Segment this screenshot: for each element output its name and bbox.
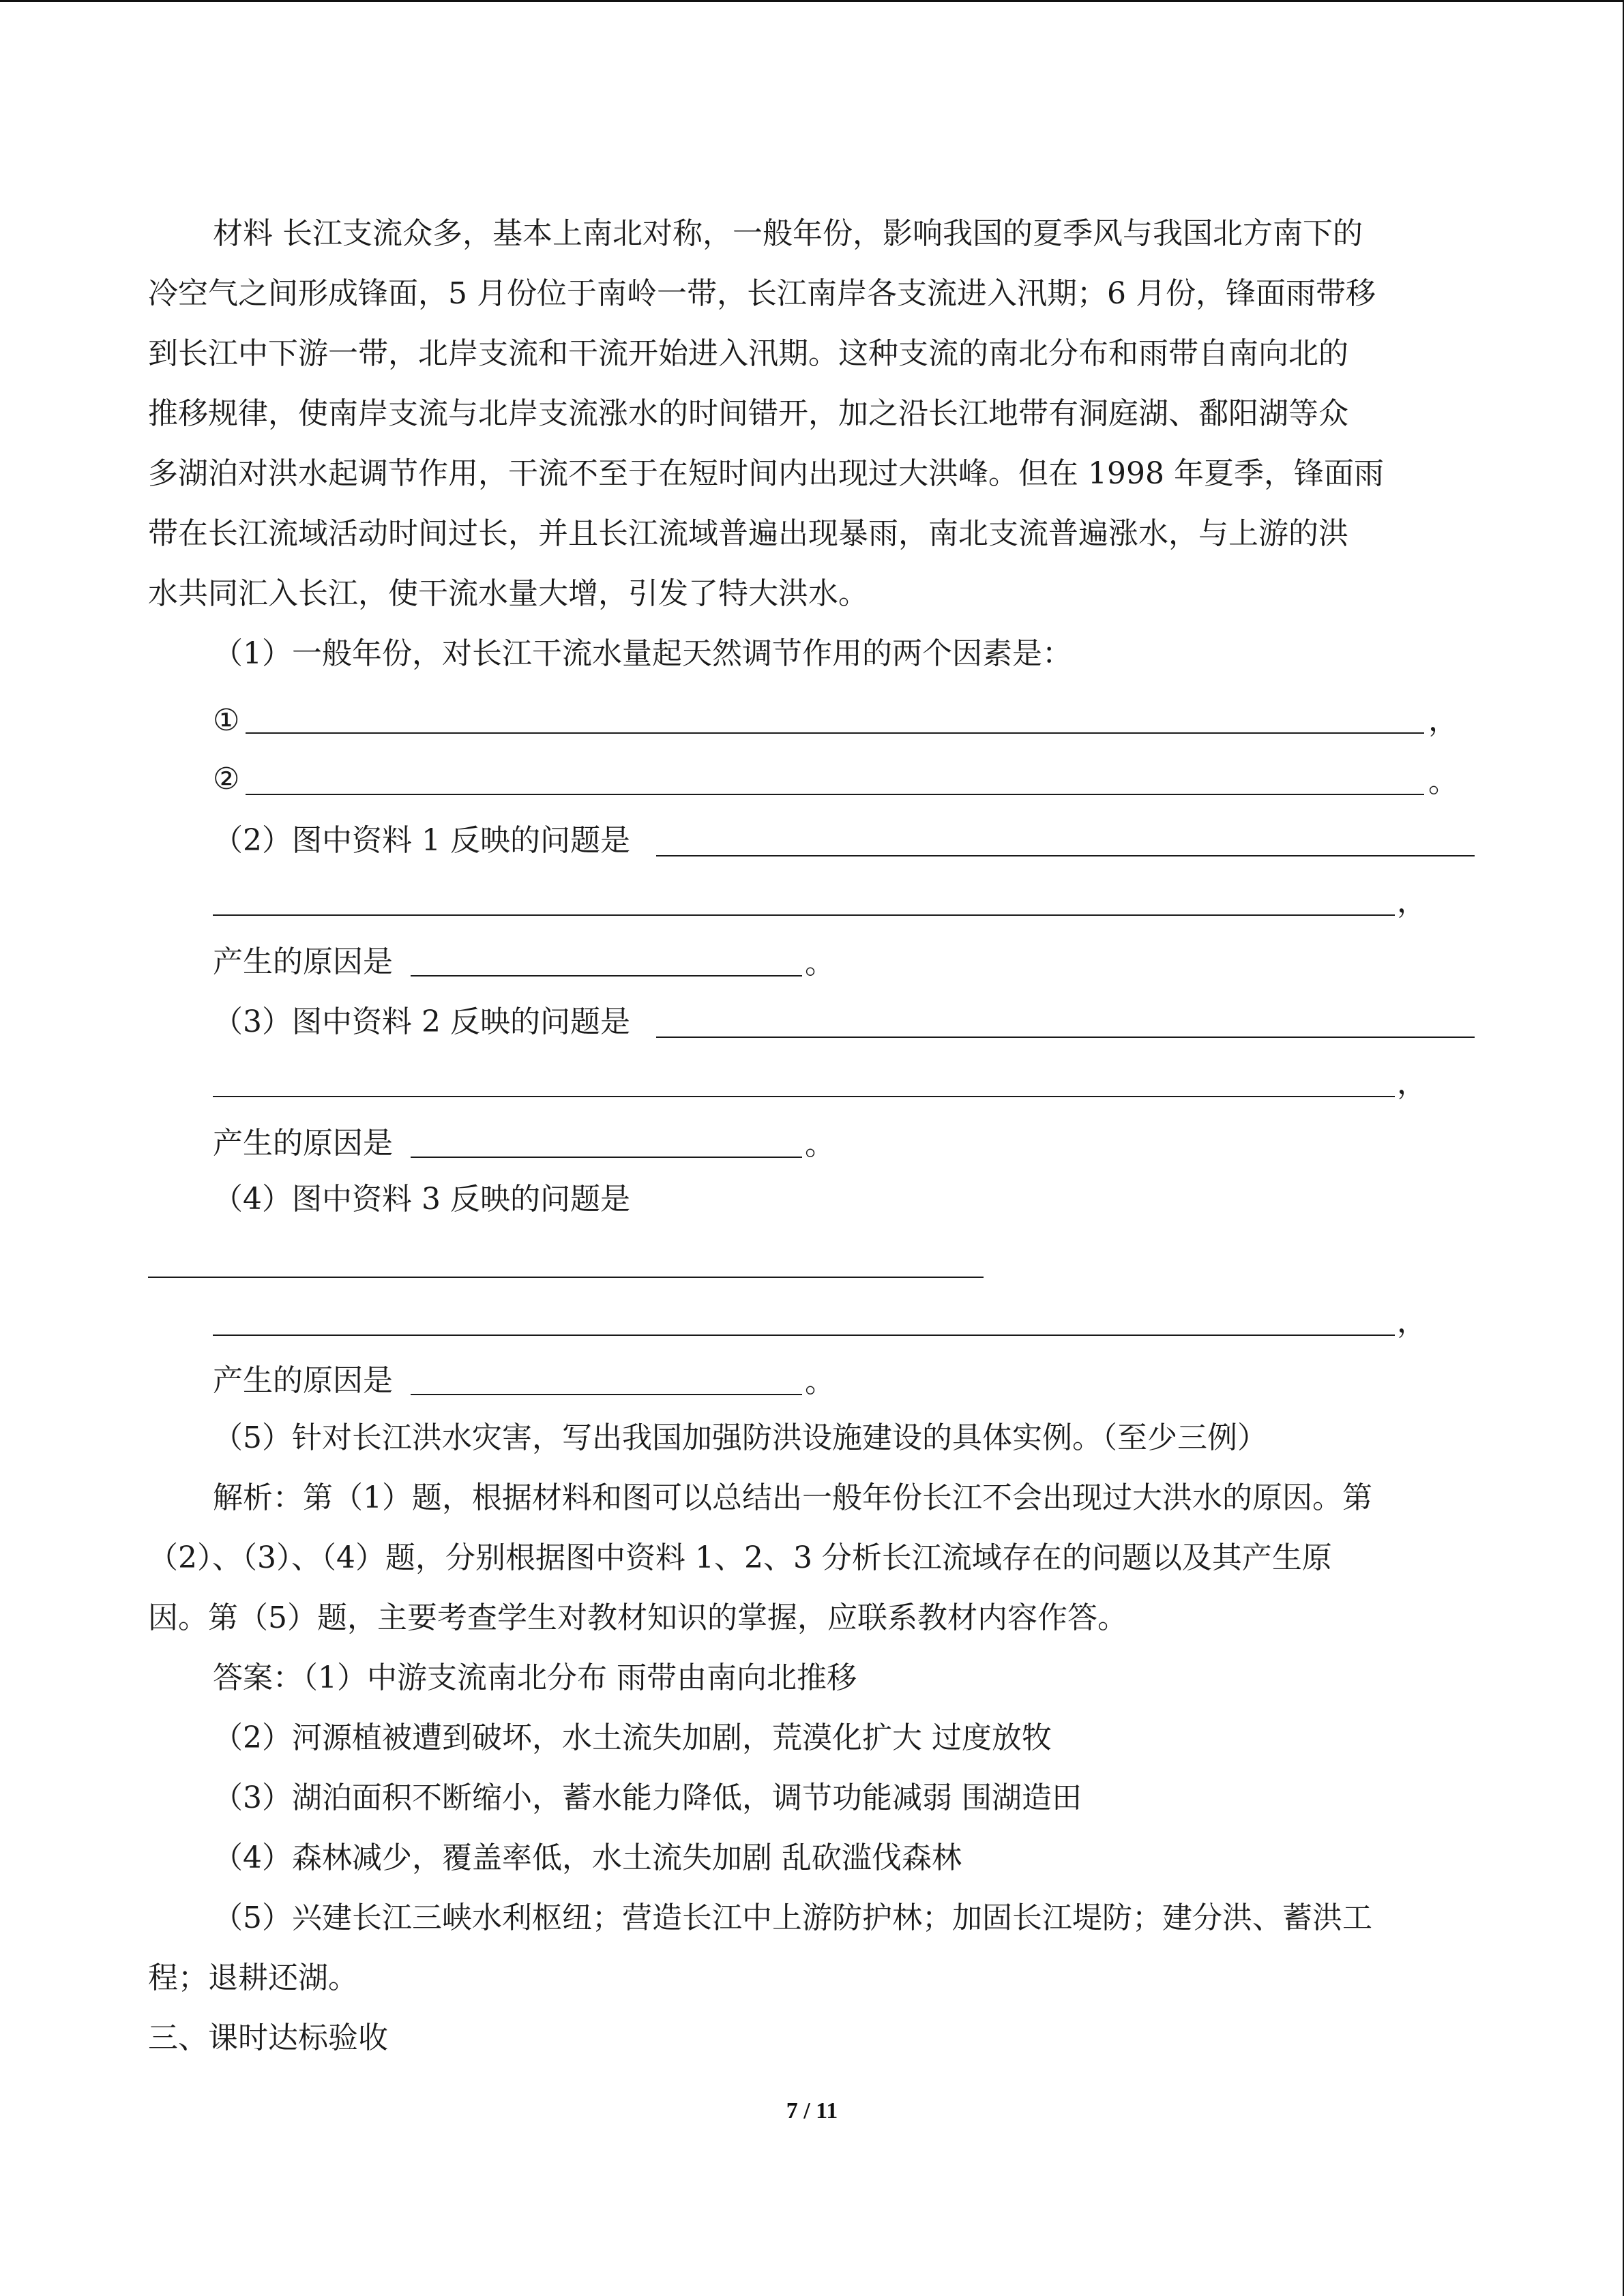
question-1: （1）一般年份，对长江干流水量起天然调节作用的两个因素是：	[213, 636, 1072, 671]
q2-cause-label: 产生的原因是	[213, 944, 393, 979]
page-number: 7 / 11	[786, 2098, 838, 2123]
q3-comma: ，	[1397, 1066, 1427, 1101]
material-line-7: 水共同汇入长江，使干流水量大增，引发了特大洪水。	[148, 576, 868, 611]
q1-end-2: 。	[1428, 764, 1458, 799]
q1-blank-1[interactable]	[246, 732, 1424, 734]
analysis-line-1: 解析：第（1）题，根据材料和图可以总结出一般年份长江不会出现过大洪水的原因。第	[213, 1480, 1372, 1515]
q2-blank-1[interactable]	[656, 855, 1475, 856]
q2-cause-period: 。	[805, 946, 835, 981]
q2-blank-2[interactable]	[213, 914, 1395, 916]
q3-blank-1[interactable]	[656, 1037, 1475, 1038]
q4-cause-label: 产生的原因是	[213, 1363, 393, 1398]
q3-cause-blank[interactable]	[411, 1157, 802, 1158]
answer-2: （2）河源植被遭到破坏，水土流失加剧，荒漠化扩大 过度放牧	[213, 1720, 1052, 1755]
material-line-2: 冷空气之间形成锋面，5 月份位于南岭一带，长江南岸各支流进入汛期；6 月份，锋面雨带移	[148, 276, 1376, 311]
material-line-3: 到长江中下游一带，北岸支流和干流开始进入汛期。这种支流的南北分布和雨带自南向北的	[148, 336, 1348, 371]
question-2: （2）图中资料 1 反映的问题是	[213, 823, 630, 858]
material-line-1: 材料 长江支流众多，基本上南北对称，一般年份，影响我国的夏季风与我国北方南下的	[213, 216, 1363, 251]
material-line-6: 带在长江流域活动时间过长，并且长江流域普遍出现暴雨，南北支流普遍涨水，与上游的洪	[148, 516, 1348, 551]
q4-cause-period: 。	[805, 1365, 835, 1399]
q1-blank-2[interactable]	[246, 794, 1424, 795]
answer-4: （4）森林减少，覆盖率低，水土流失加剧 乱砍滥伐森林	[213, 1840, 962, 1875]
q4-comma: ，	[1397, 1304, 1427, 1339]
answer-5-line-1: （5）兴建长江三峡水利枢纽；营造长江中上游防护林；加固长江堤防；建分洪、蓄洪工	[213, 1900, 1372, 1935]
q4-cause-blank[interactable]	[411, 1394, 802, 1395]
q4-blank-1[interactable]	[148, 1277, 984, 1278]
analysis-line-2: （2）、（3）、（4）题，分别根据图中资料 1、2、3 分析长江流域存在的问题以及其产生原	[148, 1540, 1332, 1575]
q1-marker-1: ①	[213, 703, 240, 738]
question-5: （5）针对长江洪水灾害，写出我国加强防洪设施建设的具体实例。（至少三例）	[213, 1420, 1267, 1455]
q1-marker-2: ②	[213, 762, 240, 796]
answer-5-line-2: 程；退耕还湖。	[148, 1960, 358, 1995]
analysis-line-3: 因。第（5）题，主要考查学生对教材知识的掌握，应联系教材内容作答。	[148, 1600, 1127, 1635]
q3-cause-label: 产生的原因是	[213, 1126, 393, 1161]
question-4: （4）图中资料 3 反映的问题是	[213, 1182, 630, 1217]
material-line-4: 推移规律，使南岸支流与北岸支流涨水的时间错开，加之沿长江地带有洞庭湖、鄱阳湖等众	[148, 396, 1348, 431]
section-heading: 三、课时达标验收	[148, 2021, 388, 2055]
q1-end-1: ，	[1428, 703, 1458, 738]
q2-cause-blank[interactable]	[411, 975, 802, 976]
q3-blank-2[interactable]	[213, 1096, 1395, 1097]
q2-comma: ，	[1397, 884, 1427, 919]
answer-1: 答案：（1）中游支流南北分布 雨带由南向北推移	[213, 1660, 857, 1695]
q3-cause-period: 。	[805, 1127, 835, 1162]
answer-3: （3）湖泊面积不断缩小，蓄水能力降低，调节功能减弱 围湖造田	[213, 1780, 1082, 1815]
material-line-5: 多湖泊对洪水起调节作用，干流不至于在短时间内出现过大洪峰。但在 1998 年夏季，锋面雨	[148, 456, 1384, 491]
question-3: （3）图中资料 2 反映的问题是	[213, 1004, 630, 1039]
q4-blank-2[interactable]	[213, 1335, 1395, 1336]
